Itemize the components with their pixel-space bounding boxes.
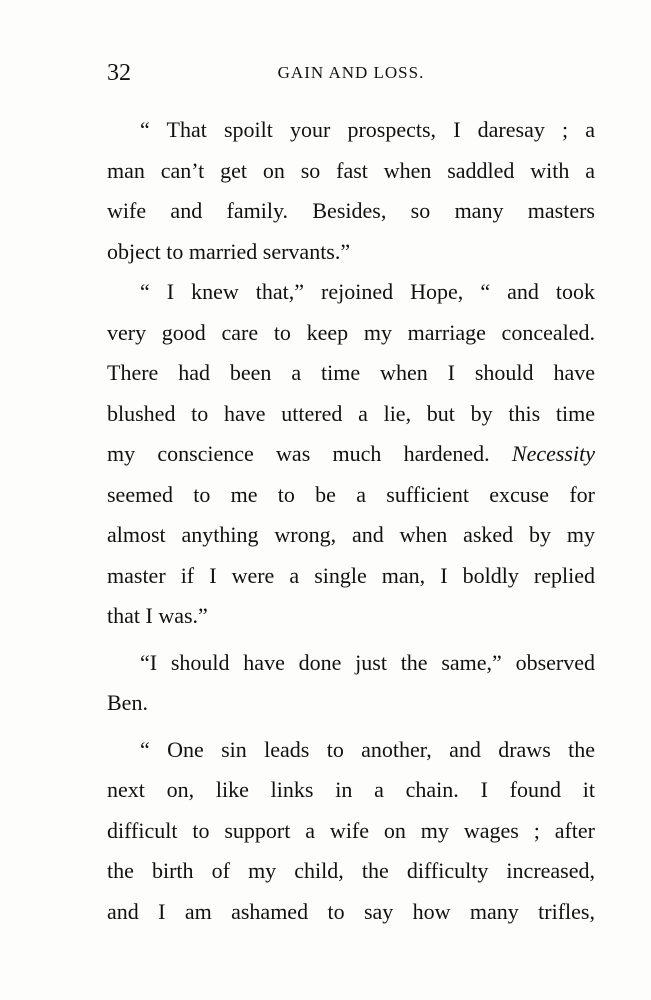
- text-line: wife and family. Besides, so many masters: [107, 198, 595, 223]
- text-line: “ I knew that,” rejoined Hope, “ and took: [140, 279, 595, 304]
- text-line: very good care to keep my marriage concealed.: [107, 319, 595, 345]
- text-line: and I am ashamed to say how many trifles,: [107, 898, 595, 924]
- page-number: 32: [107, 60, 131, 86]
- text-line: man can’t get on so fast when saddled with a: [107, 157, 595, 183]
- italic-word: Necessity: [511, 441, 595, 466]
- running-head: [107, 58, 595, 88]
- text-line: difficult to support a wife on my wages ; after: [107, 817, 595, 843]
- body-text: [107, 110, 595, 932]
- text-line: Ben.: [107, 690, 148, 715]
- text-line: “ That spoilt your prospects, I daresay ; a: [140, 117, 595, 142]
- text-line: that I was.”: [107, 603, 208, 628]
- text-line: blushed to have uttered a lie, but by this time: [107, 400, 595, 426]
- text-line: the birth of my child, the difficulty increased,: [107, 858, 595, 883]
- running-title: GAIN AND LOSS.: [277, 63, 425, 82]
- text-line: “ One sin leads to another, and draws the: [140, 736, 595, 762]
- text-line: object to married servants.”: [107, 238, 351, 264]
- text-line: [107, 434, 595, 475]
- text-line: There had been a time when I should have: [107, 360, 595, 385]
- text-line-lead: my conscience was much hardened.: [107, 441, 512, 466]
- text-line: seemed to me to be a sufficient excuse for: [107, 481, 595, 507]
- text-line: master if I were a single man, I boldly replied: [107, 562, 595, 588]
- text-line: “I should have done just the same,” observed: [140, 649, 595, 675]
- text-line: next on, like links in a chain. I found it: [107, 777, 595, 802]
- text-line: almost anything wrong, and when asked by my: [107, 522, 595, 547]
